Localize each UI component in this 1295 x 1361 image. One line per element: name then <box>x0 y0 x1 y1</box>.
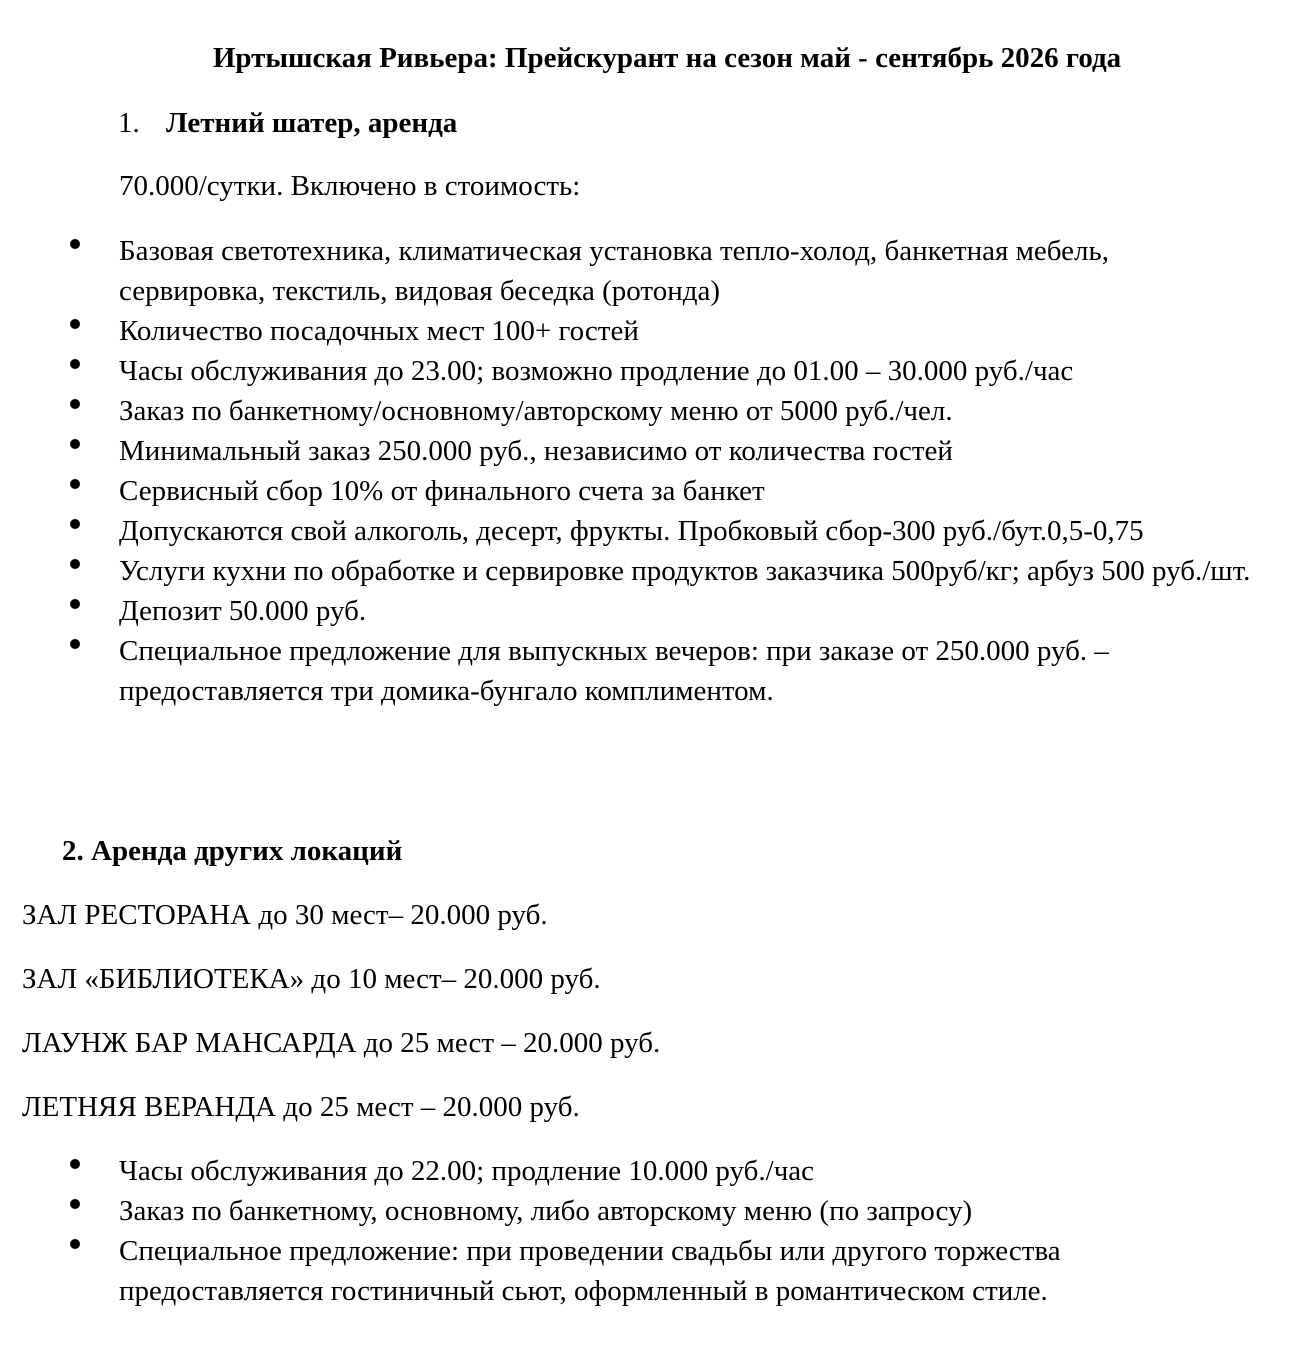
bullet-dot-icon <box>70 1239 80 1249</box>
list-item <box>0 1191 1169 1231</box>
list-item <box>0 231 1254 311</box>
list-item <box>0 1151 1169 1191</box>
list-item-text: Заказ по банкетному/основному/авторскому меню от 5000 руб./чел. <box>119 395 953 427</box>
list-item-text: Часы обслуживания до 23.00; возможно продление до 01.00 – 30.000 руб./час <box>119 355 1074 387</box>
section-heading-text: Летний шатер, аренда <box>166 107 458 139</box>
list-item-text: Часы обслуживания до 22.00; продление 10.000 руб./час <box>119 1155 815 1187</box>
location-lounge-bar: ЛАУНЖ БАР МАНСАРДА до 25 мест – 20.000 руб. <box>22 1027 661 1059</box>
locations-conditions-list <box>0 1151 1169 1311</box>
bullet-dot-icon <box>70 319 80 329</box>
bullet-dot-icon <box>70 239 80 249</box>
list-item <box>0 1231 1169 1311</box>
bullet-dot-icon <box>70 1159 80 1169</box>
list-item <box>0 591 1254 631</box>
bullet-dot-icon <box>70 1199 80 1209</box>
section-number: 1. <box>118 107 140 139</box>
location-restaurant-hall: ЗАЛ РЕСТОРАНА до 30 мест– 20.000 руб. <box>22 899 548 931</box>
list-item-text: Минимальный заказ 250.000 руб., независимо от количества гостей <box>119 435 953 467</box>
document-title: Иртышская Ривьера: Прейскурант на сезон май - сентябрь 2026 года <box>212 42 1122 74</box>
bullet-dot-icon <box>70 359 80 369</box>
list-item-text: Депозит 50.000 руб. <box>119 595 367 627</box>
list-item-text: Сервисный сбор 10% от финального счета за банкет <box>119 475 765 507</box>
list-item <box>0 511 1254 551</box>
list-item <box>0 431 1254 471</box>
list-item-text: Допускаются свой алкоголь, десерт, фрукты. Пробковый сбор-300 руб./бут.0,5-0,75 <box>119 515 1144 547</box>
list-item <box>0 311 1254 351</box>
list-item <box>0 351 1254 391</box>
list-item-text: Специальное предложение для выпускных вечеров: при заказе от 250.000 руб. – предоставляется три домика-бунгало комплиментом. <box>119 635 1109 707</box>
list-item <box>0 631 1254 711</box>
bullet-dot-icon <box>70 439 80 449</box>
list-item <box>0 551 1254 591</box>
location-library-hall: ЗАЛ «БИБЛИОТЕКА» до 10 мест– 20.000 руб. <box>22 963 601 995</box>
section-heading-summer-tent <box>118 103 457 143</box>
tent-included-list <box>0 231 1254 711</box>
bullet-dot-icon <box>70 639 80 649</box>
tent-price-line: 70.000/сутки. Включено в стоимость: <box>119 170 581 202</box>
bullet-dot-icon <box>70 479 80 489</box>
bullet-dot-icon <box>70 519 80 529</box>
bullet-dot-icon <box>70 599 80 609</box>
list-item-text: Базовая светотехника, климатическая установка тепло-холод, банкетная мебель, сервировка, текстиль, видовая беседка (ротонда) <box>119 235 1109 307</box>
section-heading-other-locations: 2. Аренда других локаций <box>62 835 403 867</box>
list-item-text: Услуги кухни по обработке и сервировке продуктов заказчика 500руб/кг; арбуз 500 руб./шт. <box>119 555 1251 587</box>
bullet-dot-icon <box>70 399 80 409</box>
location-summer-veranda: ЛЕТНЯЯ ВЕРАНДА до 25 мест – 20.000 руб. <box>22 1091 580 1123</box>
bullet-dot-icon <box>70 559 80 569</box>
list-item-text: Заказ по банкетному, основному, либо авторскому меню (по запросу) <box>119 1195 973 1227</box>
list-item-text: Специальное предложение: при проведении свадьбы или другого торжества предоставляется гостиничный сьют, оформленный в романтическом стиле. <box>119 1235 1061 1307</box>
list-item <box>0 391 1254 431</box>
list-item-text: Количество посадочных мест 100+ гостей <box>119 315 639 347</box>
list-item <box>0 471 1254 511</box>
